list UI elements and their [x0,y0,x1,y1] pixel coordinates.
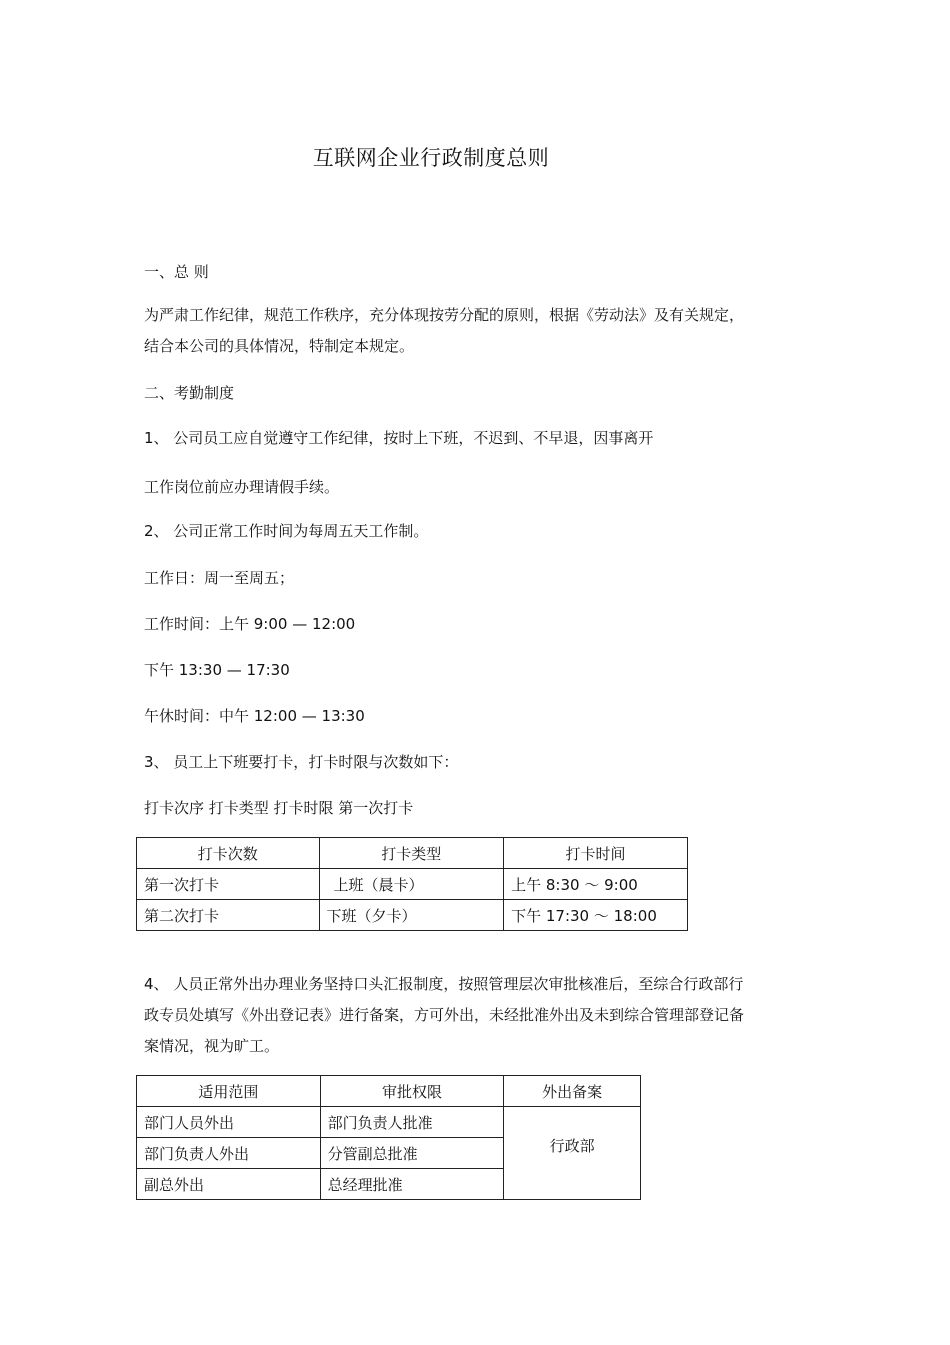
table-cell: 下班（夕卡） [319,900,504,931]
record-department-cell: 行政部 [504,1107,641,1200]
table-cell: 上班（晨卡） [319,869,504,900]
table-cell: 总经理批准 [320,1169,504,1200]
table-cell: 第二次打卡 [137,900,320,931]
section-heading-attendance: 二、考勤制度 [144,384,235,402]
table-header-cell: 审批权限 [320,1076,504,1107]
table-cell: 分管副总批准 [320,1138,504,1169]
punch-summary-line: 打卡次序 打卡类型 打卡时限 第一次打卡 [144,799,414,817]
table-header-cell: 打卡类型 [319,838,504,869]
document-title: 互联网企业行政制度总则 [312,146,550,170]
table-cell: 下午 17:30 ～ 18:00 [504,900,688,931]
table-cell: 部门负责人批准 [320,1107,504,1138]
table-header-cell: 打卡次数 [137,838,320,869]
table-header-cell: 适用范围 [137,1076,321,1107]
table-cell: 副总外出 [137,1169,321,1200]
lunch-break-line: 午休时间：中午 12:00 — 13:30 [144,707,365,725]
workdays-line: 工作日：周一至周五； [144,569,295,587]
table-cell: 上午 8:30 ～ 9:00 [504,869,688,900]
attendance-item-4: 4、 人员正常外出办理业务坚持口头汇报制度，按照管理层次审批核准后，至综合行政部行政专员处填写《外出登记表》进行备案，方可外出，未经批准外出及未到综合管理部登记备案情况，视为旷工。 [144,975,745,1055]
table-cell: 部门负责人外出 [137,1138,321,1169]
table-row [137,1107,641,1138]
punch-table [136,837,688,931]
table-row [137,838,688,869]
attendance-item-1-line-1: 1、 公司员工应自觉遵守工作纪律，按时上下班，不迟到、不早退，因事离开 [144,429,654,447]
table-cell: 部门人员外出 [137,1107,321,1138]
table-header-cell: 打卡时间 [504,838,688,869]
work-hours-pm-line: 下午 13:30 — 17:30 [144,661,290,679]
attendance-item-2: 2、 公司正常工作时间为每周五天工作制。 [144,522,429,540]
table-row [137,1076,641,1107]
outing-table [136,1075,641,1200]
table-cell: 第一次打卡 [137,869,320,900]
table-row [137,869,688,900]
attendance-item-3: 3、 员工上下班要打卡，打卡时限与次数如下： [144,753,459,771]
attendance-item-1-line-2: 工作岗位前应办理请假手续。 [144,478,340,496]
general-paragraph: 为严肃工作纪律，规范工作秩序，充分体现按劳分配的原则，根据《劳动法》及有关规定，结合本公司的具体情况，特制定本规定。 [144,306,745,355]
table-header-cell: 外出备案 [504,1076,641,1107]
table-row [137,900,688,931]
section-heading-general: 一、总 则 [144,263,209,281]
work-hours-am-line: 工作时间：上午 9:00 — 12:00 [144,615,356,633]
